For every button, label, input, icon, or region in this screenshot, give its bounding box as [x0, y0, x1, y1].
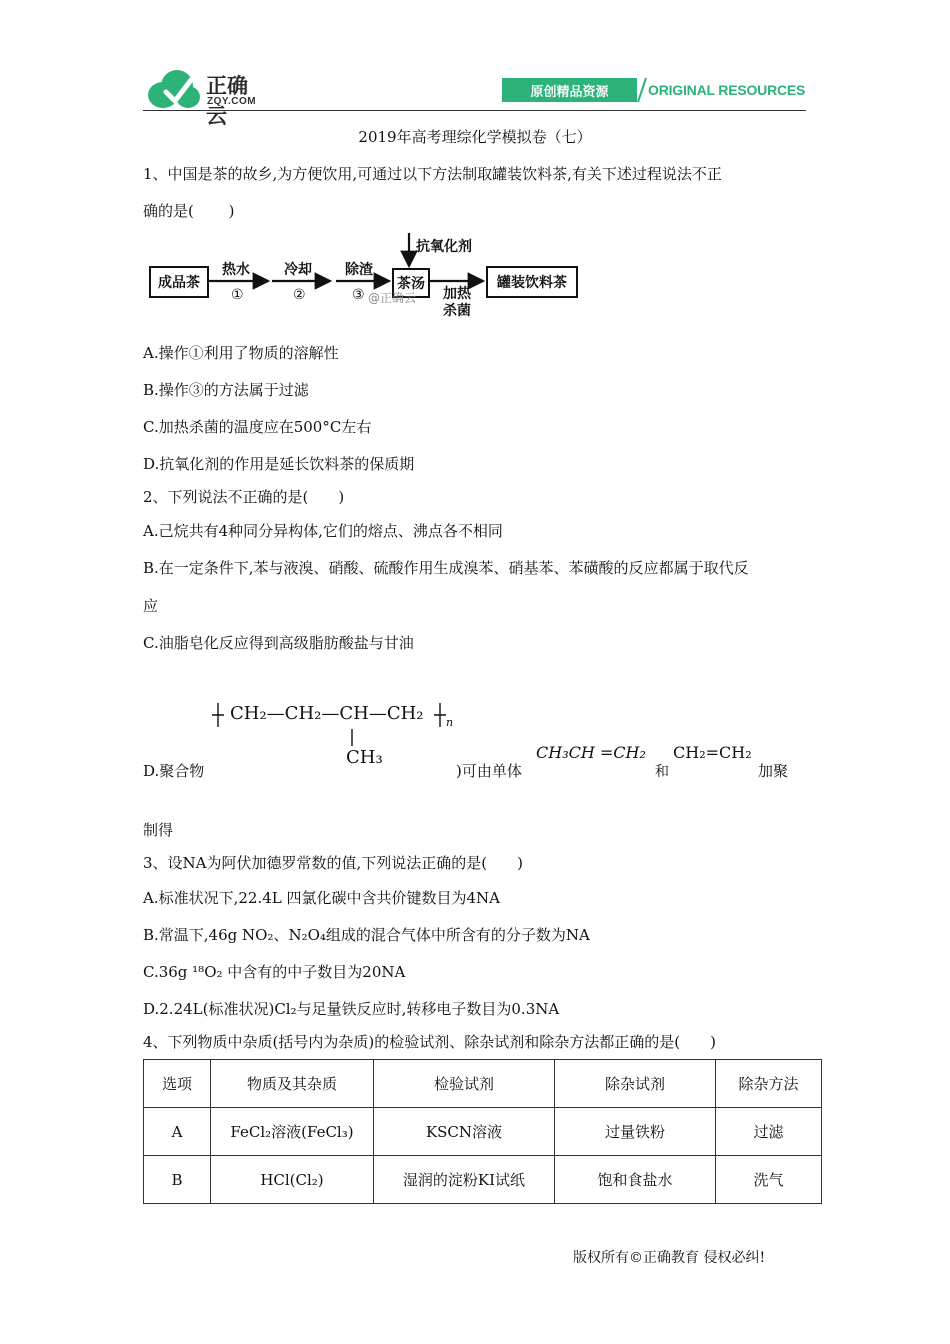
table-cell: B — [144, 1156, 211, 1204]
table-cell: FeCl₂溶液(FeCl₃) — [211, 1108, 374, 1156]
table-cell: 饱和食盐水 — [555, 1156, 716, 1204]
table-header-cell: 物质及其杂质 — [211, 1060, 374, 1108]
polymer-branch: CH₃ — [346, 747, 383, 768]
q1-option-c: C.加热杀菌的温度应在500°C左右 — [143, 418, 372, 436]
table-header-cell: 除杂试剂 — [555, 1060, 716, 1108]
q1-option-b: B.操作③的方法属于过滤 — [143, 381, 309, 399]
q3-option-d: D.2.24L(标准状况)Cl₂与足量铁反应时,转移电子数目为0.3NA — [143, 1000, 560, 1018]
q2-option-b-line1: B.在一定条件下,苯与液溴、硝酸、硫酸作用生成溴苯、硝基苯、苯磺酸的反应都属于取代反 — [143, 559, 749, 577]
q3-option-c: C.36g ¹⁸O₂ 中含有的中子数目为20NA — [143, 963, 406, 981]
q2-option-d-mid: )可由单体 — [456, 762, 522, 780]
table-cell: KSCN溶液 — [374, 1108, 555, 1156]
table-cell: 湿润的淀粉KI试纸 — [374, 1156, 555, 1204]
table-cell: 过滤 — [716, 1108, 822, 1156]
polymer-chain: CH₂—CH₂—CH—CH₂ — [230, 703, 424, 724]
logo-name: 正确云 — [206, 74, 248, 128]
table-row — [144, 1108, 822, 1156]
flow-label-chuzha: 除渣 — [345, 262, 373, 278]
q2-option-a: A.己烷共有4种同分异构体,它们的熔点、沸点各不相同 — [143, 522, 503, 540]
q1-stem-line2: 确的是( ) — [143, 202, 235, 220]
table-cell: 过量铁粉 — [555, 1108, 716, 1156]
logo-domain: ZQY.COM — [207, 96, 257, 107]
q2-option-d-suffix: 加聚 — [758, 762, 789, 780]
q3-option-b: B.常温下,46g NO₂、N₂O₄组成的混合气体中所含有的分子数为NA — [143, 926, 590, 944]
flow-label-lengque: 冷却 — [284, 262, 312, 278]
table-row — [144, 1156, 822, 1204]
flow-label-2: ② — [293, 287, 306, 303]
q1-stem-line1: 1、中国是茶的故乡,为方便饮用,可通过以下方法制取罐装饮料茶,有关下述过程说法不正 — [143, 165, 722, 183]
footer-copyright: 版权所有©正确教育 侵权必纠! — [573, 1250, 766, 1266]
q3-option-a: A.标准状况下,22.4L 四氯化碳中含共价键数目为4NA — [143, 889, 500, 907]
q2-option-b-line2: 应 — [143, 597, 159, 615]
flow-label-shajun: 杀菌 — [443, 303, 471, 319]
flow-box-chatang: 茶汤 — [392, 268, 430, 298]
flow-box-guanzhuang: 罐装饮料茶 — [486, 266, 578, 298]
q2-stem: 2、下列说法不正确的是( ) — [143, 488, 345, 506]
flow-arrows — [0, 0, 950, 330]
q4-table — [143, 1059, 822, 1204]
flow-label-jiare: 加热 — [443, 286, 471, 302]
q3-stem: 3、设NA为阿伏加德罗常数的值,下列说法正确的是( ) — [143, 854, 523, 872]
table-cell: A — [144, 1108, 211, 1156]
monomer-propene: CH₃CH =CH₂ — [536, 743, 646, 762]
banner-en: ORIGINAL RESOURCES — [648, 82, 806, 98]
q2-option-d-prefix: D.聚合物 — [143, 762, 205, 780]
q1-option-a: A.操作①利用了物质的溶解性 — [143, 344, 339, 362]
q2-option-c: C.油脂皂化反应得到高级脂肪酸盐与甘油 — [143, 634, 414, 652]
q1-option-d: D.抗氧化剂的作用是延长饮料茶的保质期 — [143, 455, 415, 473]
table-cell: HCl(Cl₂) — [211, 1156, 374, 1204]
flow-label-reshui: 热水 — [222, 262, 250, 278]
banner-cn: 原创精品资源 — [530, 84, 609, 100]
q2-option-d-cont: 制得 — [143, 821, 174, 839]
polymer-subscript-n: n — [446, 716, 454, 729]
q4-stem: 4、下列物质中杂质(括号内为杂质)的检验试剂、除杂试剂和除杂方法都正确的是( ) — [143, 1033, 716, 1051]
monomer-ethene: CH₂=CH₂ — [673, 743, 752, 762]
table-header-row — [144, 1060, 822, 1108]
flow-box-chengpincha: 成品茶 — [149, 266, 209, 298]
table-header-cell: 除杂方法 — [716, 1060, 822, 1108]
table-header-cell: 选项 — [144, 1060, 211, 1108]
flow-label-1: ① — [231, 287, 244, 303]
page-title: 2019年高考理综化学模拟卷（七） — [358, 128, 592, 146]
flow-label-kangyanghuaji: 抗氧化剂 — [416, 239, 472, 255]
q2-option-d-and: 和 — [655, 764, 669, 780]
flow-label-3: ③ — [352, 287, 365, 303]
flow-watermark: @正确云 — [368, 291, 417, 305]
table-cell: 洗气 — [716, 1156, 822, 1204]
table-header-cell: 检验试剂 — [374, 1060, 555, 1108]
